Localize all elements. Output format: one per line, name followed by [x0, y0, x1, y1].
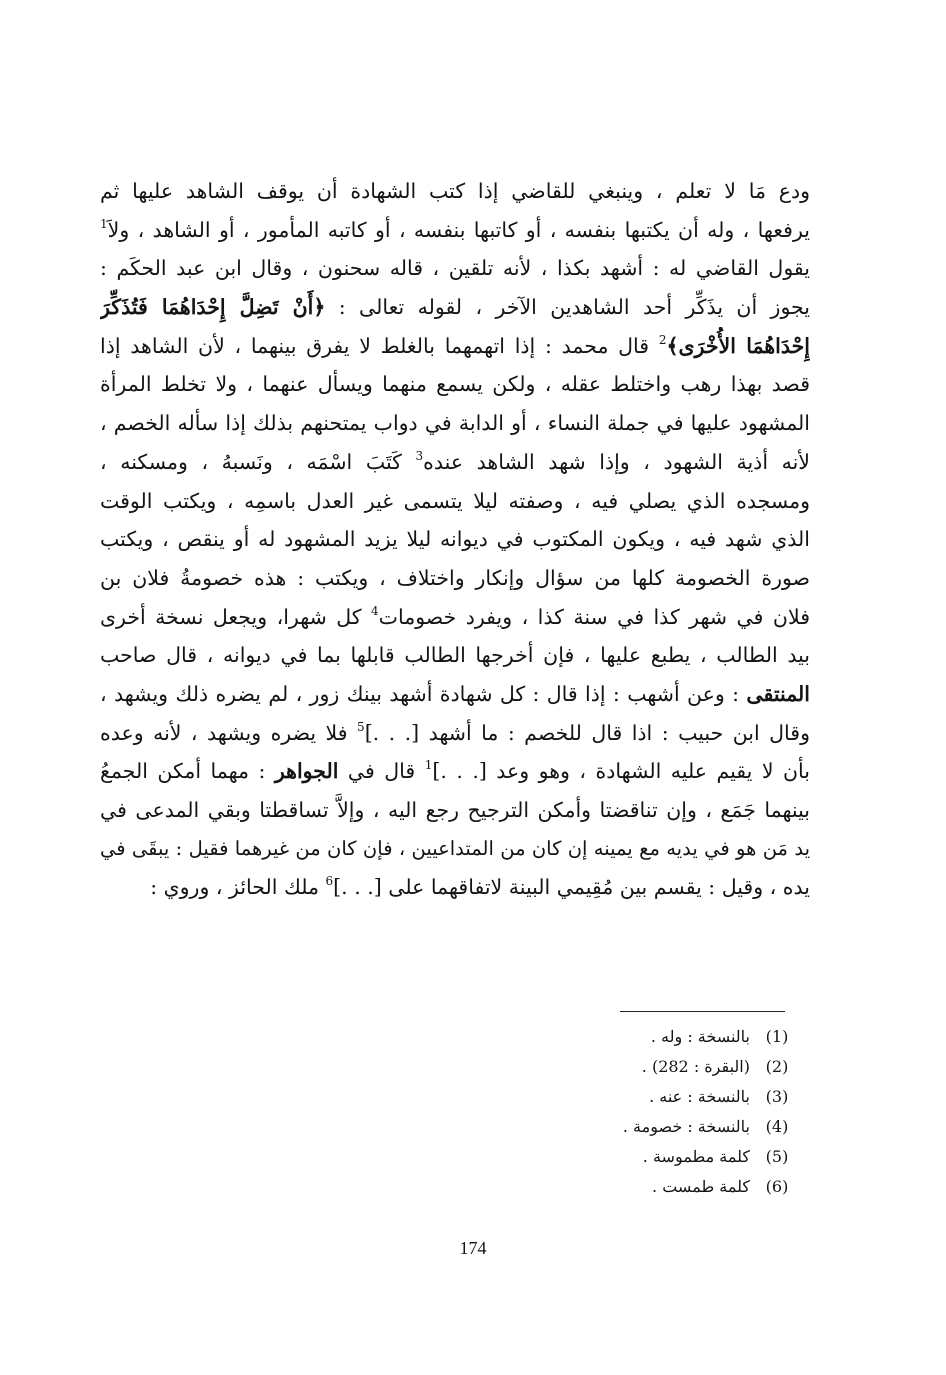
- footnote-text: بالنسخة : خصومة .: [622, 1117, 750, 1136]
- footnote-text: كلمة مطموسة .: [642, 1147, 750, 1166]
- text-run: كَتَبَ اسْمَه ، ونَسبهُ ، ومسكنه ،: [100, 449, 416, 474]
- text-line: [100, 249, 810, 288]
- bold-text: ﴿أَنْ تَضِلَّ إِحْدَاهُمَا فَتُذَكِّرَ: [100, 295, 326, 320]
- text-line: [100, 791, 810, 830]
- text-run: قال في: [338, 759, 425, 784]
- footnote-item: [440, 1112, 790, 1142]
- text-run: وقال ابن حبيب : اذا قال للخصم : ما أشهد [. . .]: [364, 720, 810, 745]
- footnote-number: (2): [765, 1057, 789, 1076]
- text-line: [100, 598, 810, 637]
- text-line: [100, 520, 810, 559]
- footnote-marker: 1: [424, 758, 433, 773]
- footnote-number: (5): [765, 1147, 789, 1166]
- footnote-marker: 3: [415, 448, 424, 463]
- footnote-item: [440, 1172, 790, 1202]
- footnote-item: [440, 1142, 790, 1172]
- text-run: : وعن أشهب : إذا قال : كل شهادة أشهد بينك زور ، لم يضره ذلك ويشهد ،: [100, 681, 747, 706]
- text-run: قال محمد : إذا اتهمهما بالغلط لا يفرق بينهما ، لأن الشاهد إذا: [100, 333, 659, 358]
- footnote-number: (3): [765, 1087, 789, 1106]
- text-line: [100, 559, 810, 598]
- footnote-marker: 6: [325, 874, 334, 889]
- text-run: بيد الطالب ، يطبع عليها ، فإن أخرجها الطالب قابلها بما في ديوانه ، قال صاحب: [100, 643, 810, 668]
- text-run: صورة الخصومة كلها من سؤال وإنكار واختلاف ، ويكتب : هذه خصومةُ فلان بن: [100, 565, 810, 590]
- text-run: يجوز أن يذَكِّر أحد الشاهدين الآخر ، لقوله تعالى :: [325, 295, 810, 320]
- text-line: [100, 830, 810, 869]
- footnote-text: (البقرة : 282) .: [641, 1057, 750, 1076]
- bold-text: الجواهر: [274, 759, 339, 784]
- text-line: [100, 443, 810, 482]
- text-run: الذي شهد فيه ، ويكون المكتوب في ديوانه ليلا يزيد المشهود له أو ينقص ، ويكتب: [100, 527, 810, 552]
- text-run: كل شهرا، ويجعل نسخة أخرى: [100, 604, 372, 629]
- text-run: يقول القاضي له : أشهد بكذا ، لأنه تلقين ، قاله سحنون ، وقال ابن عبد الحكَم :: [100, 256, 810, 281]
- footnote-marker: 5: [357, 719, 365, 734]
- footnote-number: (6): [765, 1177, 789, 1196]
- text-run: : مهما أمكن الجمعُ: [100, 759, 275, 784]
- footnote-text: بالنسخة : عنه .: [649, 1087, 750, 1106]
- text-line: [100, 752, 810, 791]
- footnote-text: كلمة طمست .: [652, 1177, 750, 1196]
- text-line: [100, 365, 810, 404]
- text-run: بأن لا يقيم عليه الشهادة ، وهو وعد [. . .]: [432, 759, 810, 784]
- footnote-number: (1): [765, 1027, 789, 1046]
- footnote-marker: 4: [371, 603, 379, 618]
- text-run: فلا يضره ويشهد ، لأنه وعده: [100, 720, 358, 745]
- footnote-number: (4): [765, 1117, 789, 1136]
- text-run: ومسجده الذي يصلي فيه ، وصفته ليلا يتسمى غير العدل باسمِه ، ويكتب الوقت: [100, 488, 810, 513]
- footnote-marker: 2: [658, 332, 667, 347]
- text-run: يرفعها ، وله أن يكتبها بنفسه ، أو كاتبها بنفسه ، أو كاتبه المأمور ، أو الشاهد ، ولاَ: [107, 217, 810, 242]
- text-run: يده ، وقيل : يقسم بين مُقِيمي البينة لاتفاقهما على [. . .]: [333, 875, 810, 900]
- text-run: قصد بهذا رهب واختلط عقله ، ولكن يسمع منهما ويسأل عنهما ، ولا تخلط المرأة: [100, 372, 810, 397]
- text-run: بينهما جَمَع ، وإن تناقضتا وأمكن الترجيح رجع اليه ، وإلاَّ تساقطتا وبقي المدعى في: [100, 798, 810, 822]
- text-run: فلان في شهر كذا في سنة كذا ، ويفرد خصومات: [378, 604, 810, 629]
- text-run: ملك الحائز ، وروي :: [150, 875, 326, 900]
- text-line: [100, 714, 810, 753]
- text-line: [100, 482, 810, 521]
- text-line: [100, 868, 810, 907]
- bold-text: المنتقى: [746, 681, 810, 706]
- footnote-item: [440, 1052, 790, 1082]
- footnote-item: [440, 1082, 790, 1112]
- footnote-text: بالنسخة : وله .: [650, 1027, 750, 1046]
- text-line: [100, 327, 810, 366]
- text-run: المشهود عليها في جملة النساء ، أو الدابة في دواب يمتحنهم بذلك إذا سأله الخصم ،: [100, 411, 810, 436]
- text-run: لأنه أذية الشهود ، وإذا شهد الشاهد عنده: [423, 449, 810, 474]
- footnote-separator: [620, 1011, 785, 1012]
- text-line: [100, 288, 810, 327]
- main-text-block: [100, 172, 810, 907]
- text-line: [100, 172, 810, 211]
- bold-text: إِحْدَاهُمَا الأُخْرَى﴾: [666, 333, 810, 358]
- page-number: 174: [459, 1238, 487, 1258]
- footnotes-list: [440, 1022, 790, 1202]
- text-line: [100, 211, 810, 250]
- footnote-marker: 1: [100, 216, 108, 231]
- text-run: ودع مَا لا تعلم ، وينبغي للقاضي إذا كتب الشهادة أن يوقف الشاهد عليها ثم: [100, 179, 810, 203]
- text-line: [100, 636, 810, 675]
- footnote-item: [440, 1022, 790, 1052]
- text-run: يد مَن هو في يديه مع يمينه إن كان من المتداعيين ، فإن كان من غيرهما فقيل : يبقَى في: [100, 836, 810, 860]
- text-line: [100, 404, 810, 443]
- text-line: [100, 675, 810, 714]
